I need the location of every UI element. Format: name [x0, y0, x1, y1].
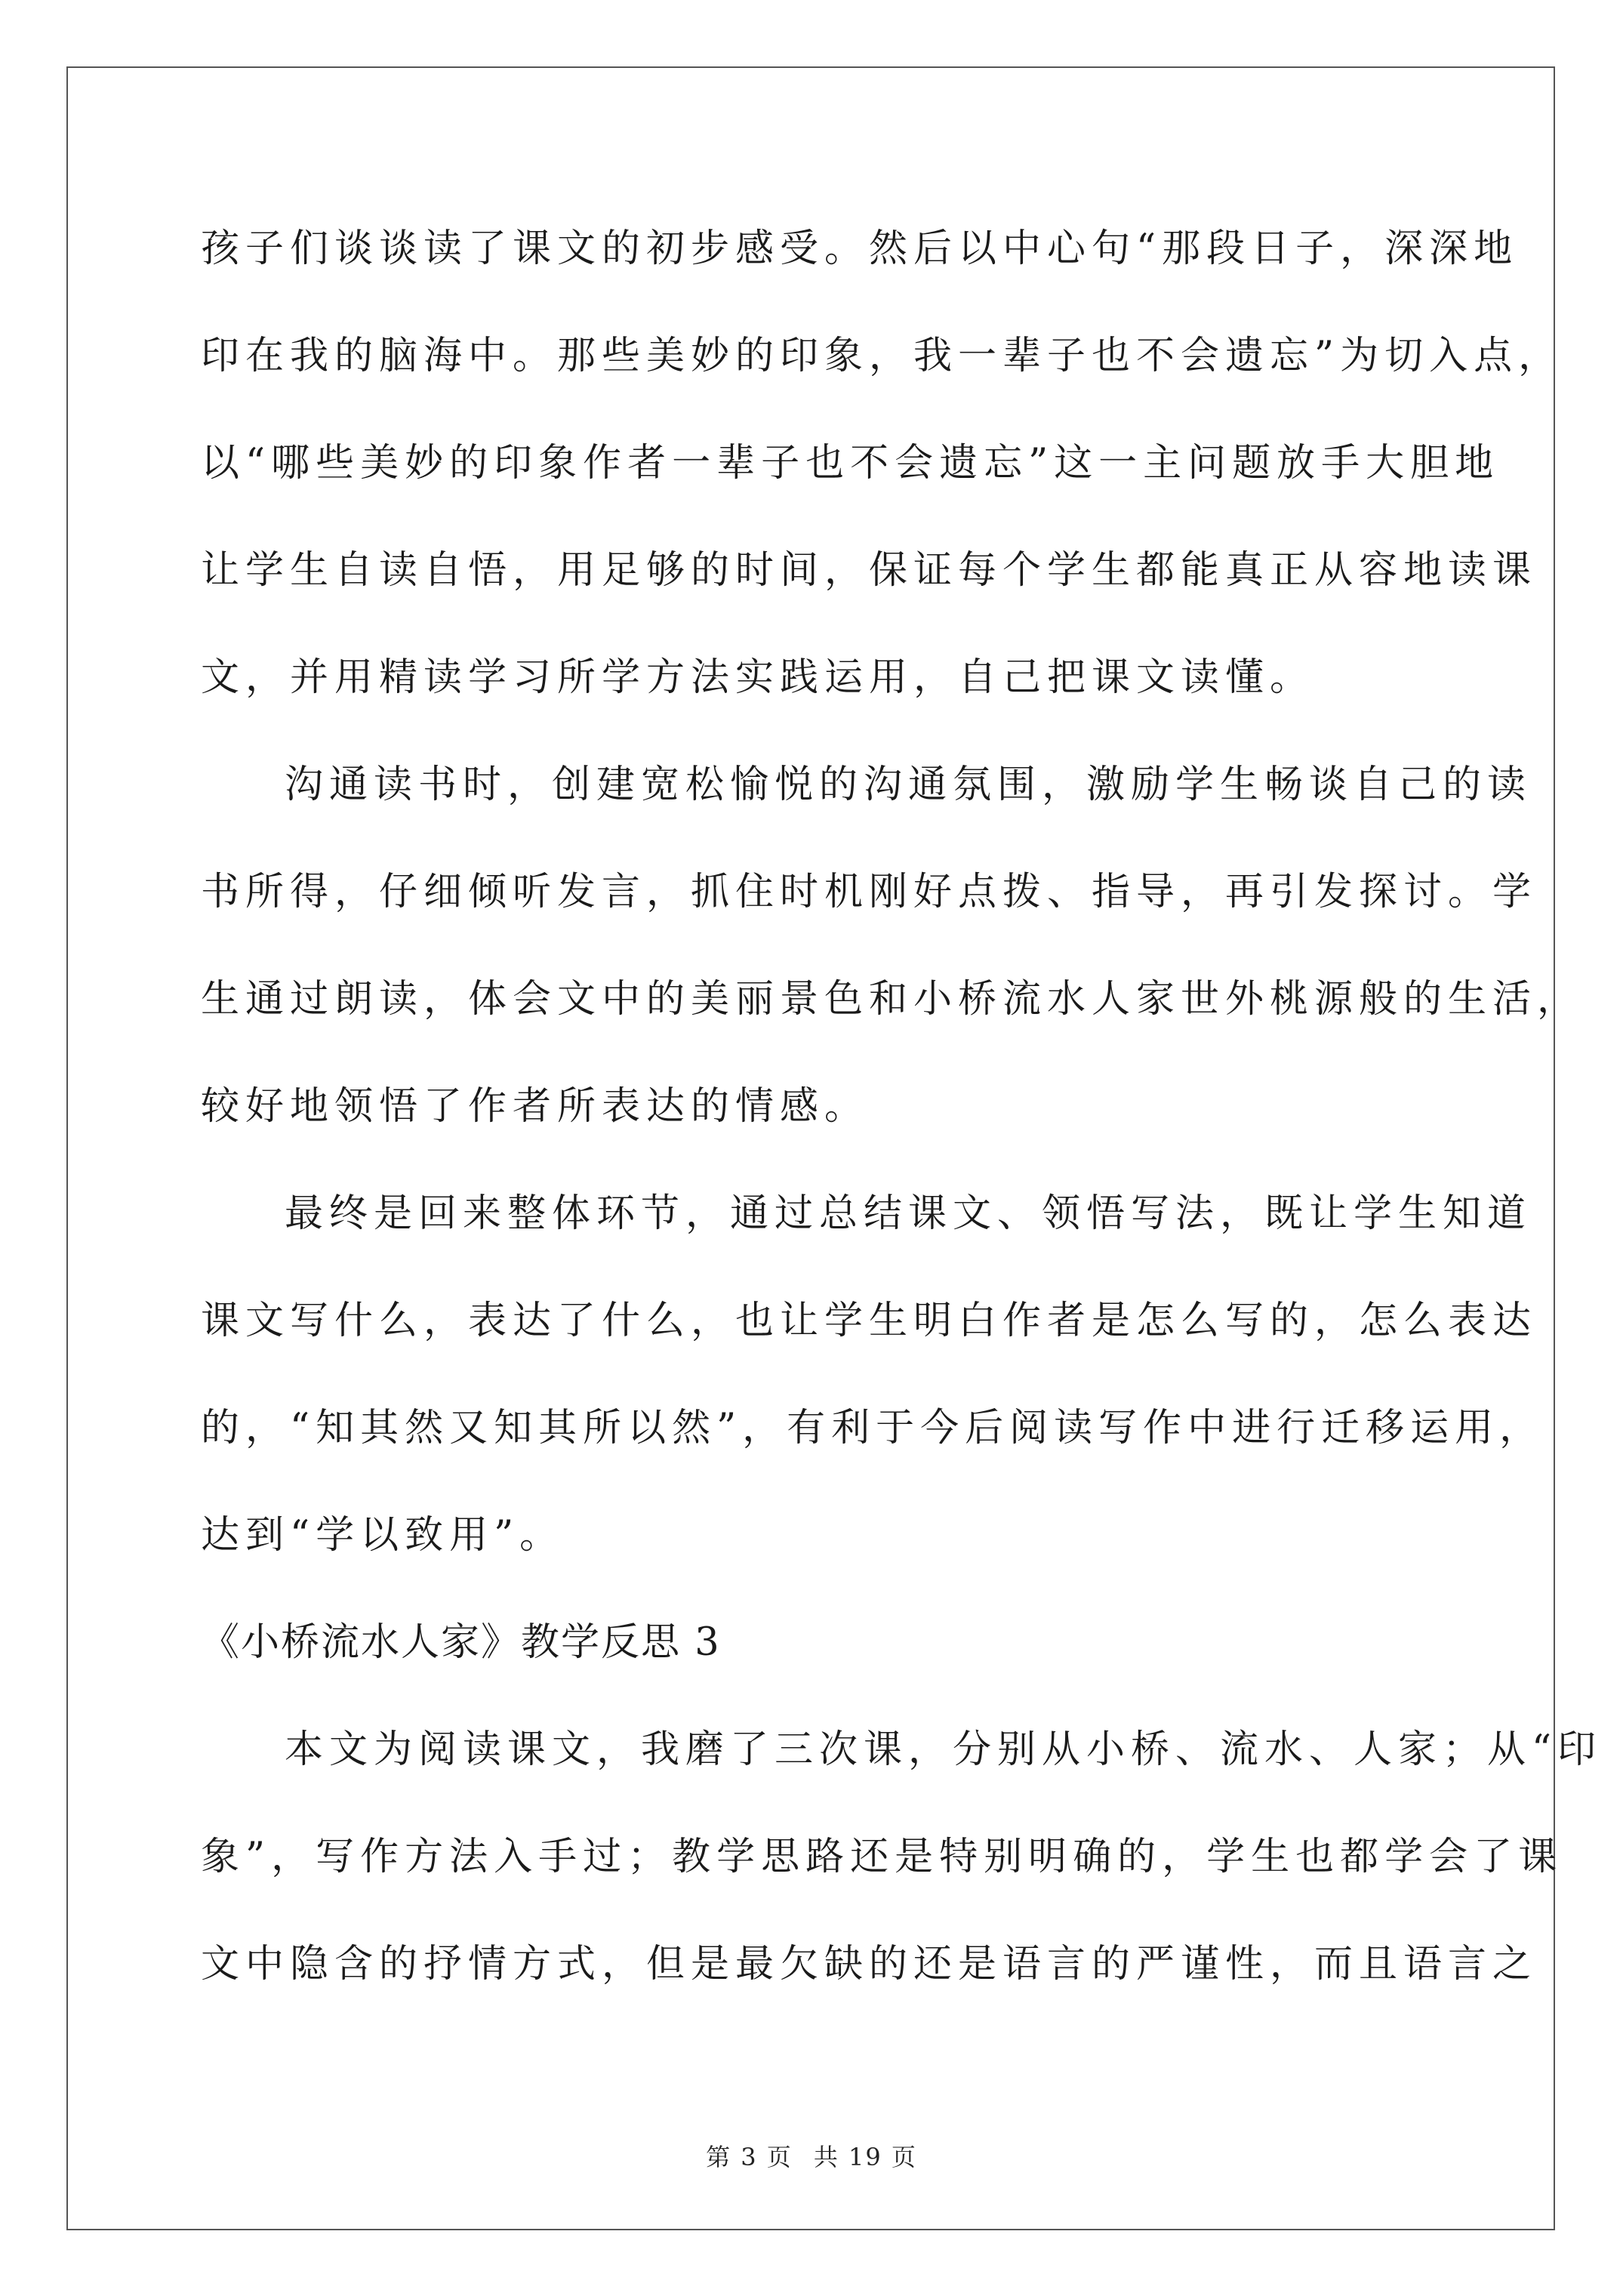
page-total: 共 19 页 [813, 2143, 917, 2171]
text-line: 达到“学以致用”。 [201, 1513, 565, 1558]
text-line: 象”，写作方法入手过；教学思路还是特别明确的，学生也都学会了课 [201, 1835, 1563, 1879]
text-line: 文，并用精读学习所学方法实践运用，自己把课文读懂。 [201, 655, 1315, 700]
paragraph-start-line: 沟通读书时，创建宽松愉悦的沟通氛围，激励学生畅谈自己的读 [285, 763, 1532, 807]
text-line: 让学生自读自悟，用足够的时间，保证每个学生都能真正从容地读课 [201, 548, 1538, 593]
text-line: 书所得，仔细倾听发言，抓住时机刚好点拨、指导，再引发探讨。学 [201, 870, 1538, 914]
text-line: 文中隐含的抒情方式，但是最欠缺的还是语言的严谨性，而且语言之 [201, 1942, 1538, 1986]
text-line: 以“哪些美妙的印象作者一辈子也不会遗忘”这一主问题放手大胆地 [201, 441, 1500, 485]
text-line: 较好地领悟了作者所表达的情感。 [201, 1084, 870, 1129]
text-line: 课文写什么，表达了什么，也让学生明白作者是怎么写的，怎么表达 [201, 1299, 1538, 1343]
text-line: 生通过朗读，体会文中的美丽景色和小桥流水人家世外桃源般的生活， [201, 977, 1582, 1022]
text-line: 印在我的脑海中。那些美妙的印象，我一辈子也不会遗忘”为切入点， [201, 334, 1563, 378]
section-heading: 《小桥流水人家》教学反思 3 [201, 1620, 721, 1665]
page-number: 第 3 页 [706, 2143, 793, 2171]
text-line: 的，“知其然又知其所以然”，有利于今后阅读写作中进行迁移运用， [201, 1406, 1544, 1450]
paragraph-start-line: 本文为阅读课文，我磨了三次课，分别从小桥、流水、人家；从“印 [285, 1727, 1603, 1772]
paragraph-start-line: 最终是回来整体环节，通过总结课文、领悟写法，既让学生知道 [285, 1191, 1532, 1236]
document-body [201, 219, 1603, 2042]
text-line: 孩子们谈谈读了课文的初步感受。然后以中心句“那段日子，深深地 [201, 227, 1519, 271]
page-footer [0, 2138, 1623, 2173]
